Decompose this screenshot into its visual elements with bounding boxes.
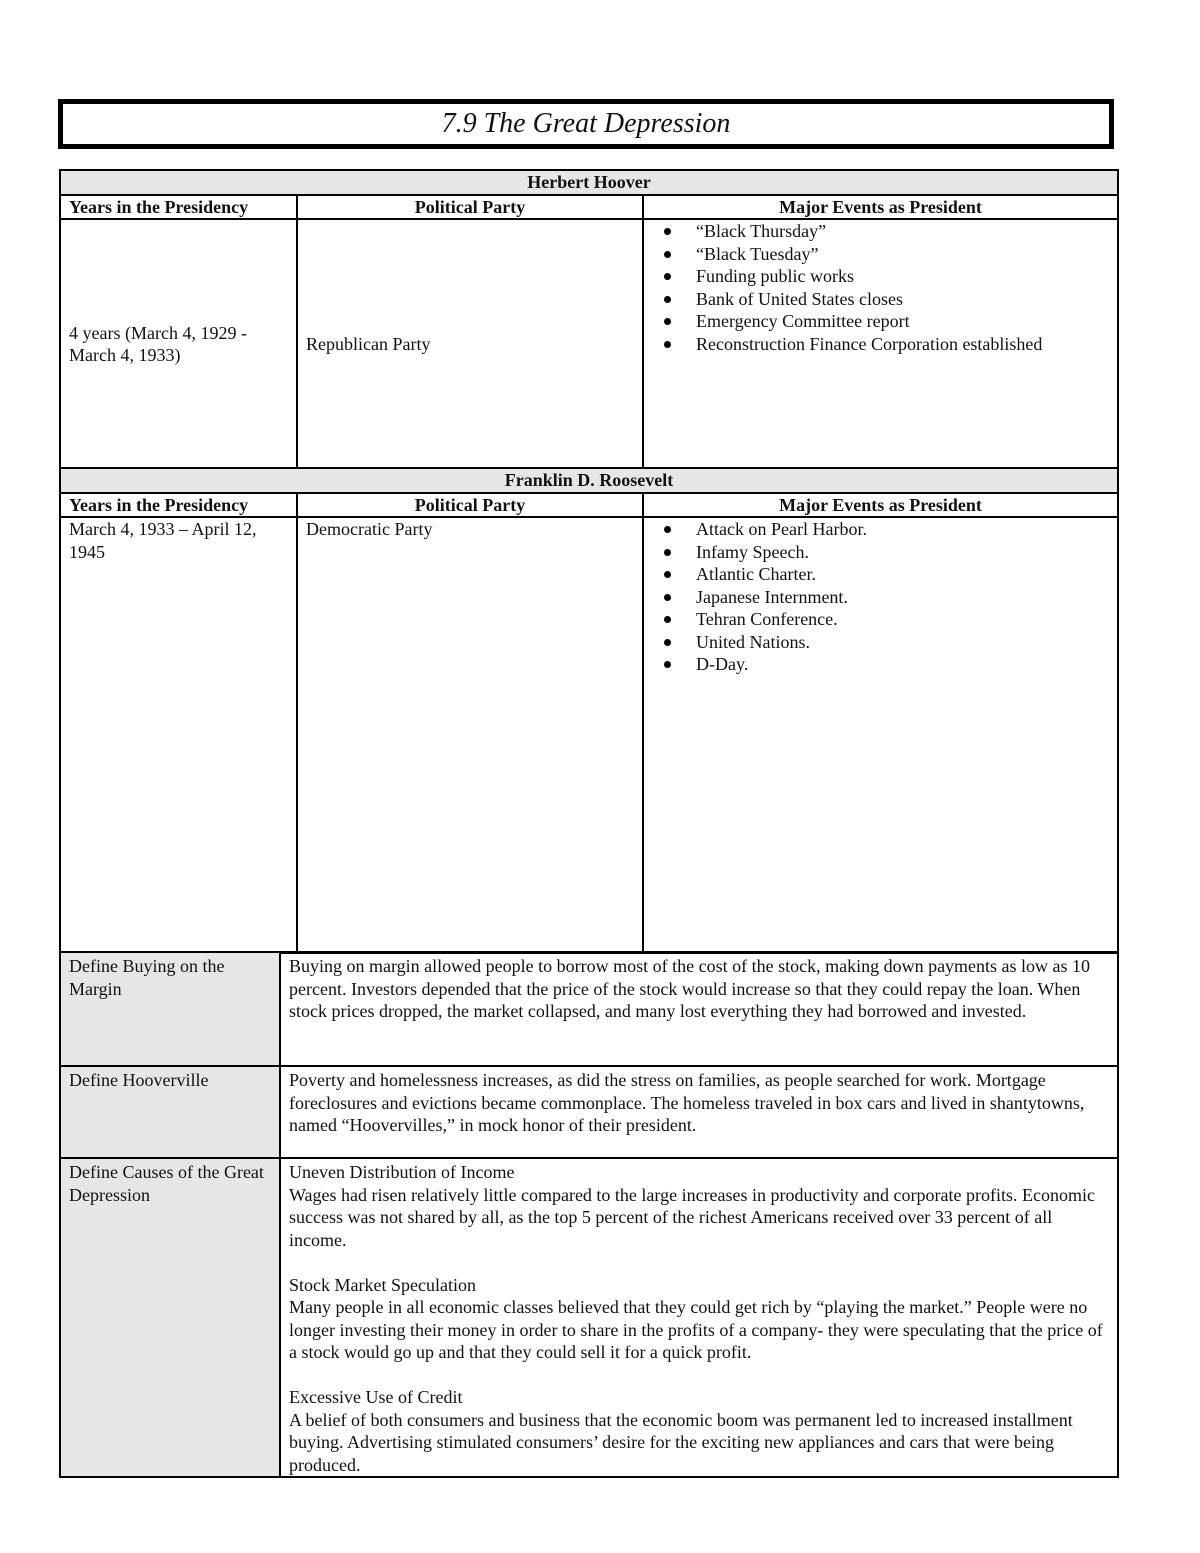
hooverville-definition: Poverty and homelessness increases, as did the stress on families, as people searched for work. Mortgage foreclosures and evictions became commonplace. The homeless traveled in box cars and lived in shantytowns, named “Hoovervilles,” in mock honor of their president. [280,1066,1118,1158]
definitions-table [59,951,1119,1478]
margin-label: Define Buying on the Margin [60,952,280,1066]
page-title: 7.9 The Great Depression [58,99,1114,149]
hooverville-label: Define Hooverville [60,1066,280,1158]
roosevelt-col-years: Years in the Presidency [60,493,297,518]
list-item: Emergency Committee report [696,310,1109,333]
cause-heading: Uneven Distribution of Income [289,1162,515,1182]
list-item: Bank of United States closes [696,288,1109,311]
list-item: Infamy Speech. [696,541,1109,564]
hoover-col-years: Years in the Presidency [60,195,297,220]
cause-text: Wages had risen relatively little compared to the large increases in productivity and corporate profits. Economic success was not shared by all, as the top 5 percent of the richest Americans received over 33 percent of all income. [289,1184,1095,1250]
roosevelt-events [643,517,1118,953]
list-item: Tehran Conference. [696,608,1109,631]
roosevelt-table [59,467,1119,954]
hoover-events [643,219,1118,469]
list-item: Atlantic Charter. [696,563,1109,586]
hoover-header: Herbert Hoover [60,170,1118,195]
causes-definition [280,1158,1118,1477]
cause-text: A belief of both consumers and business that the economic boom was permanent led to increased installment buying. Advertising stimulated consumers’ desire for the exciting new appliances and cars that were being produced. [289,1409,1073,1475]
list-item: Attack on Pearl Harbor. [696,518,1109,541]
list-item: United Nations. [696,631,1109,654]
margin-definition: Buying on margin allowed people to borrow most of the cost of the stock, making down payments as low as 10 percent. Investors depended that the price of the stock would increase so that they could repay the loan. When stock prices dropped, the market collapsed, and many lost everything they had borrowed and invested. [280,952,1118,1066]
list-item: Reconstruction Finance Corporation established [696,333,1109,356]
hoover-years: 4 years (March 4, 1929 - March 4, 1933) [60,219,297,469]
list-item: Funding public works [696,265,1109,288]
list-item: “Black Tuesday” [696,243,1109,266]
cause-heading: Excessive Use of Credit [289,1387,463,1407]
list-item: Japanese Internment. [696,586,1109,609]
causes-label: Define Causes of the Great Depression [60,1158,280,1477]
roosevelt-header: Franklin D. Roosevelt [60,468,1118,493]
roosevelt-col-party: Political Party [297,493,643,518]
list-item: “Black Thursday” [696,220,1109,243]
hoover-party: Republican Party [297,219,643,469]
list-item: D-Day. [696,653,1109,676]
cause-text: Many people in all economic classes believed that they could get rich by “playing the market.” People were no longer investing their money in order to share in the profits of a company- they were speculating that the price of a stock would go up and that they could sell it for a quick profit. [289,1297,1103,1362]
cause-heading: Stock Market Speculation [289,1274,476,1295]
roosevelt-party: Democratic Party [297,517,643,953]
hoover-col-party: Political Party [297,195,643,220]
hoover-table [59,169,1119,470]
roosevelt-col-events: Major Events as President [643,493,1118,518]
roosevelt-years: March 4, 1933 – April 12, 1945 [60,517,297,953]
hoover-col-events: Major Events as President [643,195,1118,220]
